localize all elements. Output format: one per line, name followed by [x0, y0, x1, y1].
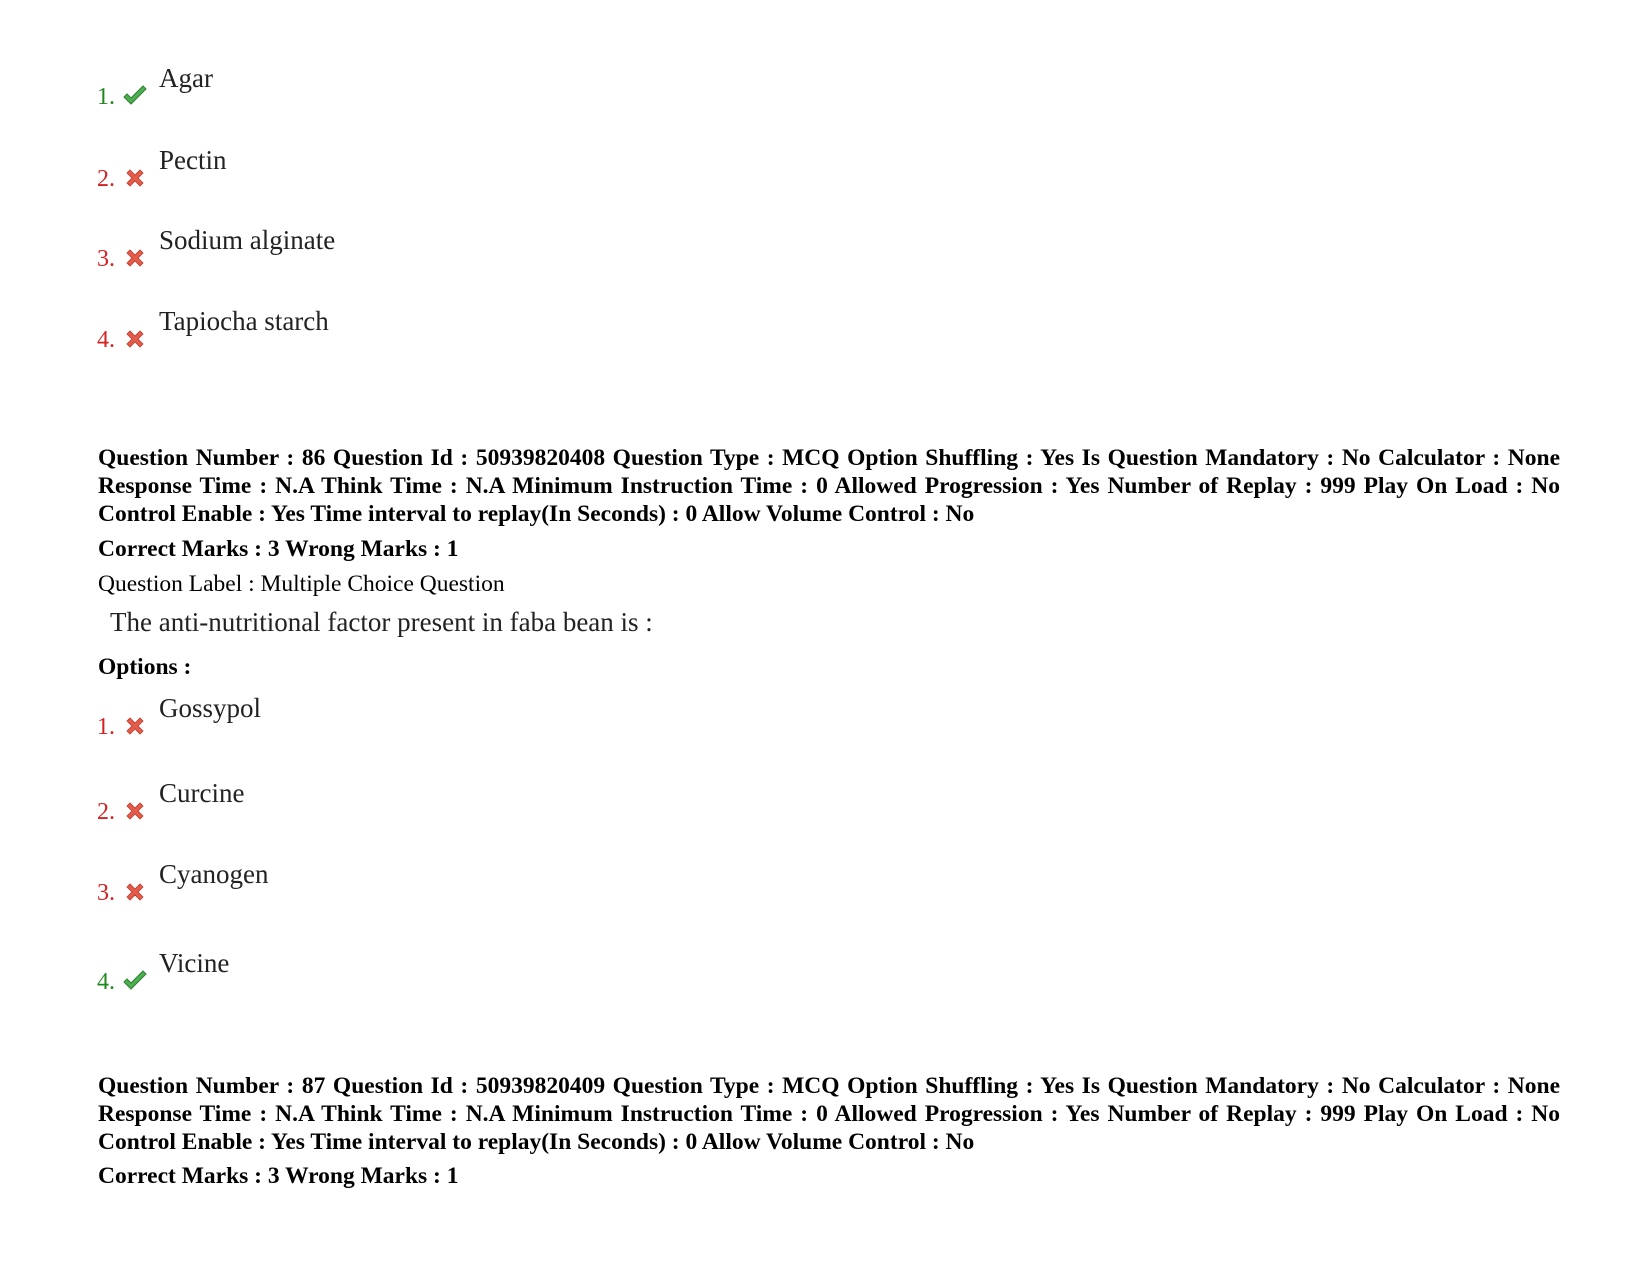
question-87-meta: Question Number : 87 Question Id : 50939820409 Question Type : MCQ Option Shuffling : Yes Is Question Mandatory : No Calculator : None Response Time : N.A Think Time : N.A Minimum Instruction Time : 0 Allowed Progression : Yes Number of Replay : 999 Play On Load : No Control Enable : Yes Time interval to replay(In Seconds) : 0 Allow Volume Control : No: [98, 1073, 1560, 1155]
check-icon: [122, 83, 148, 109]
q86-option-2: [97, 778, 797, 828]
cross-icon: [122, 165, 148, 191]
option-text: Pectin: [159, 145, 227, 175]
prev-option-1: [97, 63, 797, 113]
option-number: 1.: [97, 714, 115, 740]
check-icon: [122, 968, 148, 994]
option-text: Agar: [159, 63, 213, 93]
cross-icon: [122, 245, 148, 271]
prev-option-2: [97, 145, 797, 195]
q86-option-4: [97, 948, 797, 998]
question-86-label: Question Label : Multiple Choice Question: [98, 571, 505, 597]
option-number: 3.: [97, 880, 115, 906]
option-number: 4.: [97, 969, 115, 995]
option-text: Gossypol: [159, 693, 262, 723]
prev-option-4: [97, 306, 797, 356]
options-heading: Options :: [98, 654, 192, 680]
q86-option-3: [97, 859, 797, 909]
prev-option-3: [97, 225, 797, 275]
option-number: 2.: [97, 799, 115, 825]
q86-option-1: [97, 693, 797, 743]
cross-icon: [122, 879, 148, 905]
option-text: Sodium alginate: [159, 225, 336, 255]
cross-icon: [122, 798, 148, 824]
cross-icon: [122, 326, 148, 352]
cross-icon: [122, 713, 148, 739]
option-text: Vicine: [159, 948, 230, 978]
question-86-text: The anti-nutritional factor present in faba bean is :: [110, 607, 653, 637]
option-text: Cyanogen: [159, 859, 269, 889]
question-86-meta: Question Number : 86 Question Id : 50939820408 Question Type : MCQ Option Shuffling : Yes Is Question Mandatory : No Calculator : None Response Time : N.A Think Time : N.A Minimum Instruction Time : 0 Allowed Progression : Yes Number of Replay : 999 Play On Load : No Control Enable : Yes Time interval to replay(In Seconds) : 0 Allow Volume Control : No: [98, 445, 1560, 527]
option-text: Tapiocha starch: [159, 306, 329, 336]
option-number: 4.: [97, 327, 115, 353]
option-text: Curcine: [159, 778, 245, 808]
question-87-marks: Correct Marks : 3 Wrong Marks : 1: [98, 1163, 459, 1189]
option-number: 2.: [97, 166, 115, 192]
option-number: 1.: [97, 84, 115, 110]
option-number: 3.: [97, 246, 115, 272]
question-86-marks: Correct Marks : 3 Wrong Marks : 1: [98, 536, 459, 562]
